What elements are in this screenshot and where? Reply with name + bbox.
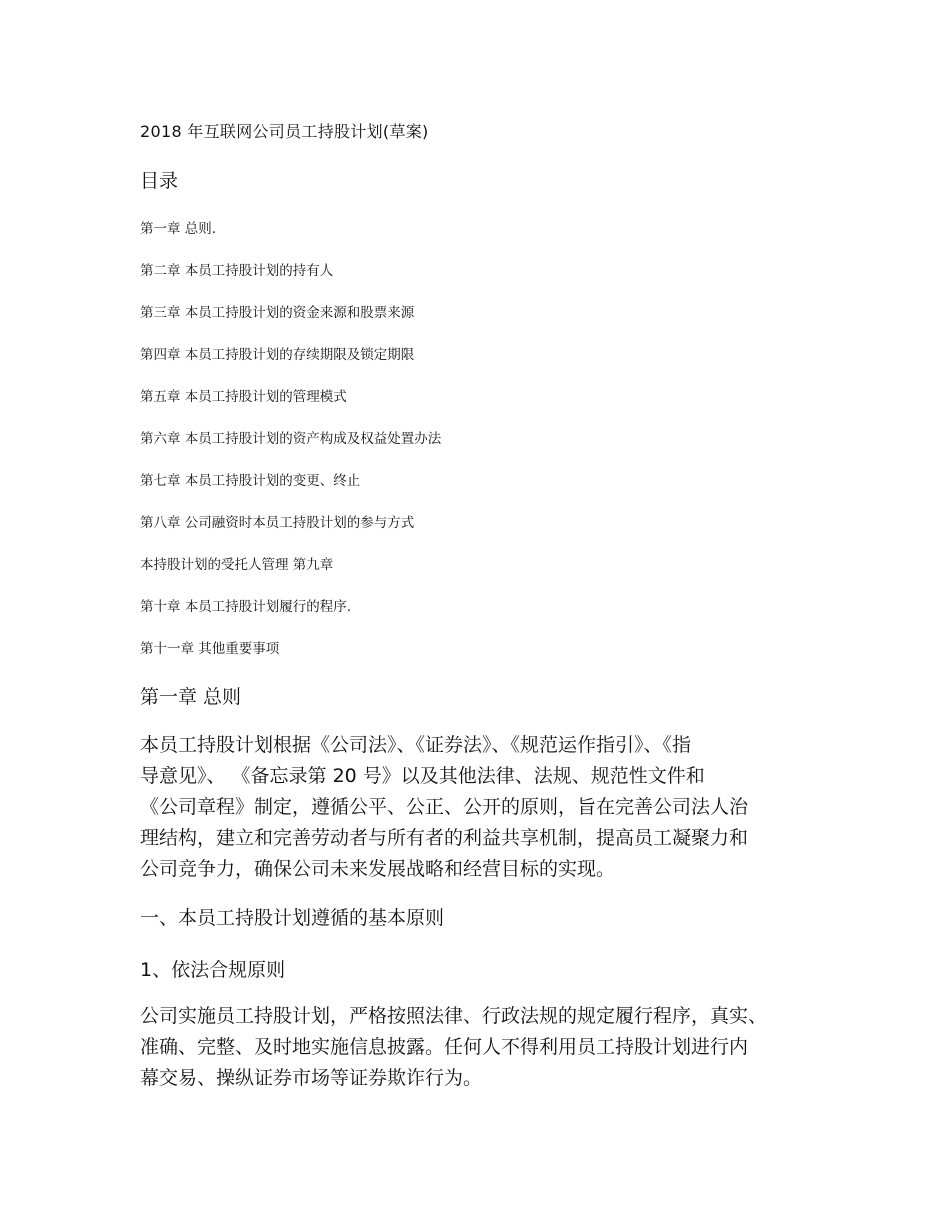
- principle-1-paragraph: [140, 1001, 830, 1094]
- section-1-heading: 一、本员工持股计划遵循的基本原则: [140, 907, 445, 929]
- paragraph-line: 导意见》、 《备忘录第 20 号》以及其他法律、法规、规范性文件和: [140, 765, 705, 787]
- table-of-contents: [140, 220, 441, 682]
- paragraph-line: 准确、完整、及时地实施信息披露。任何人不得利用员工持股计划进行内: [140, 1036, 749, 1058]
- toc-item: 第七章 本员工持股计划的变更、终止: [140, 473, 361, 489]
- toc-item: 第五章 本员工持股计划的管理模式: [140, 389, 347, 405]
- toc-item: 第四章 本员工持股计划的存续期限及锁定期限: [140, 347, 415, 363]
- toc-item: 本持股计划的受托人管理 第九章: [140, 557, 334, 573]
- paragraph-line: 公司竞争力，确保公司未来发展战略和经营目标的实现。: [140, 858, 616, 880]
- toc-item: 第三章 本员工持股计划的资金来源和股票来源: [140, 305, 415, 321]
- toc-heading: 目录: [140, 170, 179, 192]
- principle-1-heading: 1、依法合规原则: [140, 959, 286, 981]
- chapter-1-paragraph: [140, 730, 830, 885]
- toc-item: 第十章 本员工持股计划履行的程序.: [140, 599, 352, 615]
- toc-item: 第十一章 其他重要事项: [140, 641, 280, 657]
- paragraph-line: 本员工持股计划根据《公司法》、《证券法》、《规范运作指引》、《指: [140, 734, 692, 756]
- paragraph-line: 理结构，建立和完善劳动者与所有者的利益共享机制，提高员工凝聚力和: [140, 827, 749, 849]
- toc-item: 第二章 本员工持股计划的持有人: [140, 263, 334, 279]
- paragraph-line: 公司实施员工持股计划，严格按照法律、行政法规的规定履行程序，真实、: [140, 1005, 768, 1027]
- paragraph-line: 《公司章程》制定，遵循公平、公正、公开的原则，旨在完善公司法人治: [140, 796, 749, 818]
- chapter-1-title: 第一章 总则: [140, 686, 242, 708]
- paragraph-line: 幕交易、操纵证券市场等证券欺诈行为。: [140, 1067, 483, 1089]
- toc-item: 第六章 本员工持股计划的资产构成及权益处置办法: [140, 431, 442, 447]
- toc-item: 第一章 总则.: [140, 221, 217, 237]
- toc-item: 第八章 公司融资时本员工持股计划的参与方式: [140, 515, 415, 531]
- document-title: 2018 年互联网公司员工持股计划(草案): [140, 122, 429, 141]
